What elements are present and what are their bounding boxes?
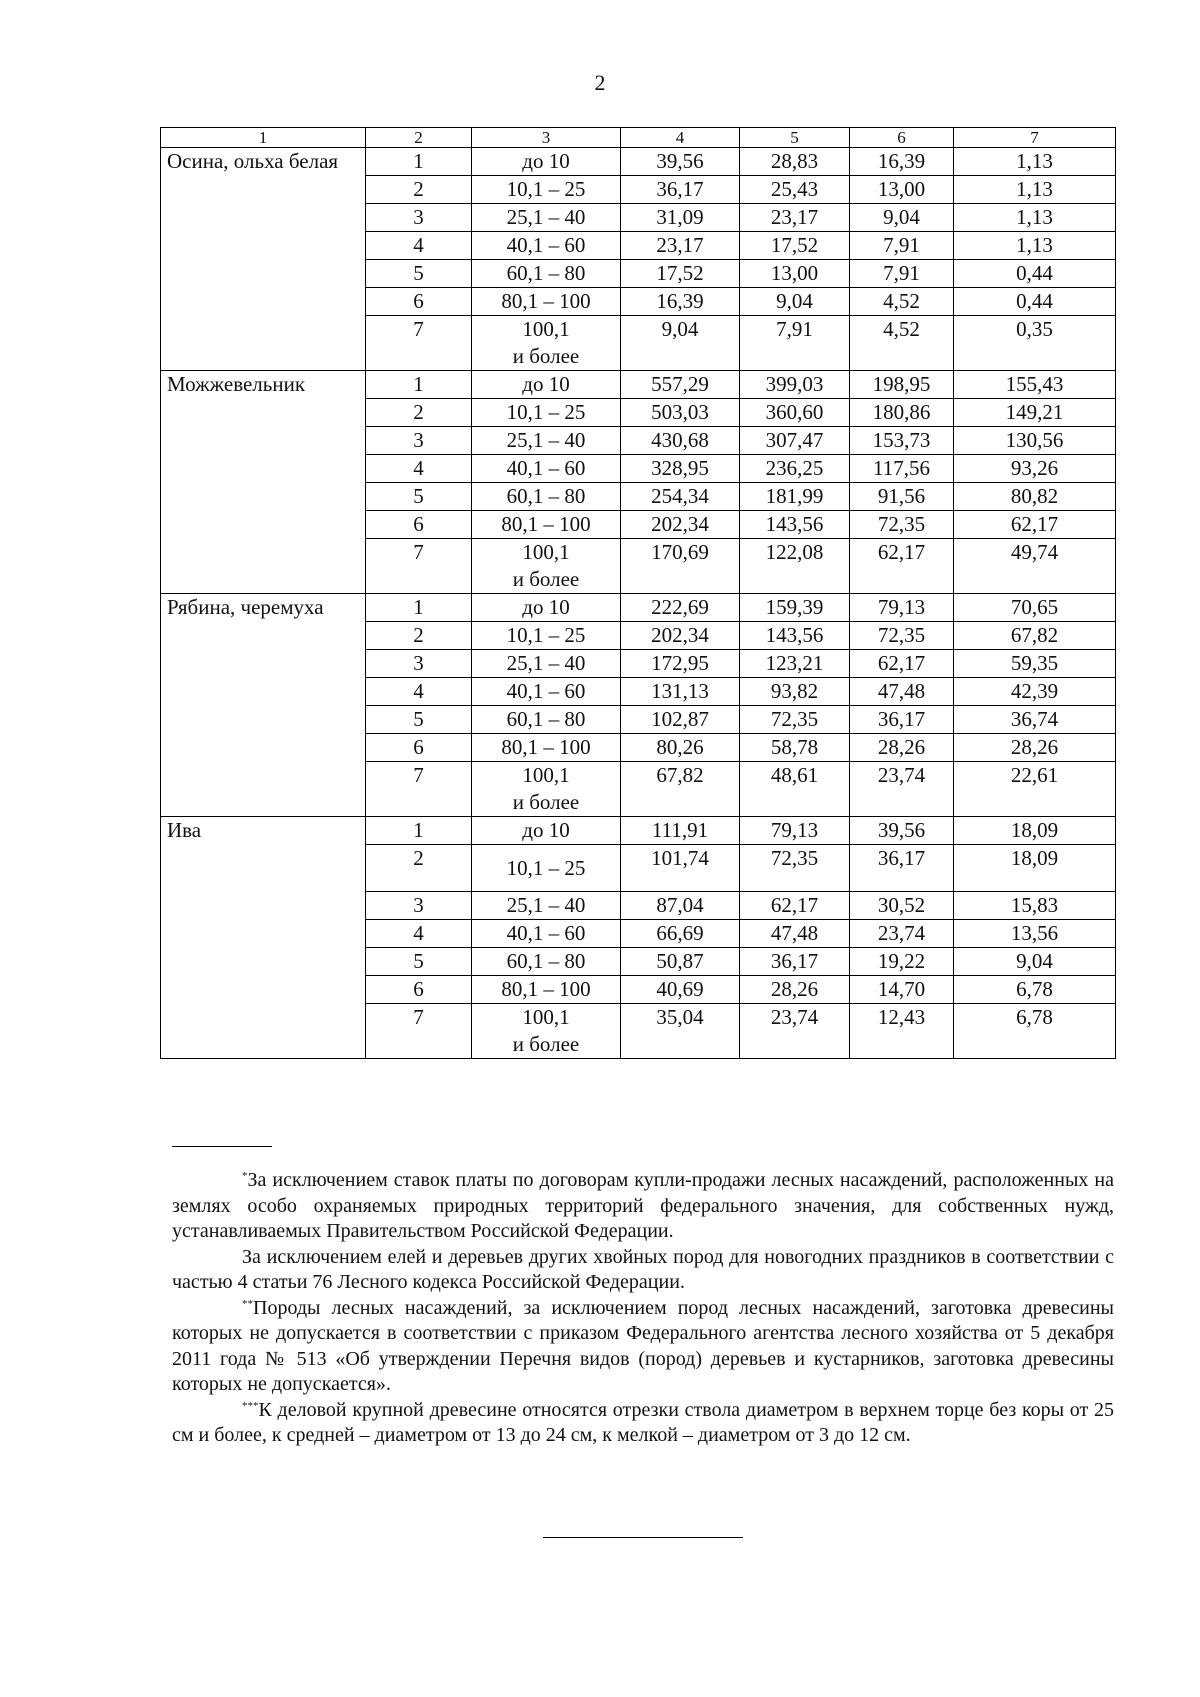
- rate-cell: 79,13: [850, 594, 954, 622]
- rate-cell: 1,13: [954, 204, 1116, 232]
- rate-cell: 80,82: [954, 483, 1116, 511]
- rate-cell: 143,56: [740, 622, 850, 650]
- rate-cell: 67,82: [621, 762, 740, 817]
- rate-cell: 172,95: [621, 650, 740, 678]
- diameter-value: 100,1: [522, 317, 570, 341]
- rate-cell: 328,95: [621, 455, 740, 483]
- diameter-cell: 40,1 – 60: [472, 232, 621, 260]
- footnote: [172, 1398, 1114, 1449]
- rate-cell: 155,43: [954, 371, 1116, 399]
- rate-cell: 28,83: [740, 148, 850, 176]
- rate-cell: 28,26: [740, 976, 850, 1004]
- grade-cell: 7: [366, 762, 472, 817]
- diameter-cell: 60,1 – 80: [472, 260, 621, 288]
- rate-cell: 23,74: [850, 762, 954, 817]
- column-header: 5: [740, 128, 850, 148]
- rate-cell: 79,13: [740, 817, 850, 845]
- rate-cell: 202,34: [621, 622, 740, 650]
- diameter-cell: 40,1 – 60: [472, 920, 621, 948]
- column-header: 1: [161, 128, 366, 148]
- grade-cell: 3: [366, 204, 472, 232]
- grade-cell: 4: [366, 232, 472, 260]
- rate-cell: 66,69: [621, 920, 740, 948]
- rate-cell: 7,91: [850, 260, 954, 288]
- species-cell: Ива: [161, 817, 366, 1059]
- rate-cell: 42,39: [954, 678, 1116, 706]
- rate-cell: 31,09: [621, 204, 740, 232]
- diameter-cell: [472, 1004, 621, 1059]
- table-body: [161, 148, 1116, 1059]
- rate-cell: 0,35: [954, 316, 1116, 371]
- rate-cell: 202,34: [621, 511, 740, 539]
- rate-cell: 67,82: [954, 622, 1116, 650]
- rate-cell: 399,03: [740, 371, 850, 399]
- rate-cell: 17,52: [621, 260, 740, 288]
- rate-cell: 6,78: [954, 1004, 1116, 1059]
- diameter-value: 100,1: [522, 763, 570, 787]
- diameter-cell: [472, 316, 621, 371]
- grade-cell: 5: [366, 948, 472, 976]
- diameter-cell: 10,1 – 25: [472, 176, 621, 204]
- table-row: [161, 148, 1116, 176]
- rate-cell: 16,39: [621, 288, 740, 316]
- diameter-suffix: и более: [512, 567, 580, 591]
- end-separator: [543, 1537, 743, 1538]
- diameter-cell: до 10: [472, 371, 621, 399]
- diameter-cell: 80,1 – 100: [472, 734, 621, 762]
- rate-cell: 72,35: [850, 511, 954, 539]
- rate-cell: 28,26: [850, 734, 954, 762]
- footnote-marker: ***: [242, 1399, 259, 1412]
- diameter-cell: 40,1 – 60: [472, 455, 621, 483]
- column-header: 7: [954, 128, 1116, 148]
- grade-cell: 1: [366, 817, 472, 845]
- rate-cell: 4,52: [850, 288, 954, 316]
- rate-cell: 59,35: [954, 650, 1116, 678]
- rate-cell: 80,26: [621, 734, 740, 762]
- diameter-suffix: и более: [512, 1032, 580, 1056]
- rate-cell: 6,78: [954, 976, 1116, 1004]
- grade-cell: 7: [366, 1004, 472, 1059]
- grade-cell: 3: [366, 427, 472, 455]
- table-row: [161, 594, 1116, 622]
- rate-cell: 19,22: [850, 948, 954, 976]
- grade-cell: 7: [366, 539, 472, 594]
- diameter-cell: 10,1 – 25: [472, 845, 621, 892]
- footnote-text: За исключением ставок платы по договорам купли-продажи лесных насаждений, расположенных на землях особо охраняемых природных территорий федерального значения, для собственных нужд, устанавливаемых Правительством Российской Федерации.: [172, 1169, 1114, 1242]
- rate-cell: 30,52: [850, 892, 954, 920]
- rate-cell: 9,04: [740, 288, 850, 316]
- column-header: 4: [621, 128, 740, 148]
- grade-cell: 1: [366, 371, 472, 399]
- rate-cell: 47,48: [740, 920, 850, 948]
- diameter-cell: 25,1 – 40: [472, 204, 621, 232]
- rate-cell: 102,87: [621, 706, 740, 734]
- rate-cell: 153,73: [850, 427, 954, 455]
- rate-cell: 17,52: [740, 232, 850, 260]
- footnote-text: Породы лесных насаждений, за исключением пород лесных насаждений, заготовка древесины которых не допускается в соответствии с приказом Федерального агентства лесного хозяйства от 5 декабря 2011 года № 513 «Об утверждении Перечня видов (пород) деревьев и кустарников, заготовка древесины которых не допускается».: [172, 1296, 1114, 1395]
- diameter-cell: до 10: [472, 148, 621, 176]
- rate-cell: 47,48: [850, 678, 954, 706]
- rate-cell: 1,13: [954, 148, 1116, 176]
- column-header: 3: [472, 128, 621, 148]
- rate-cell: 159,39: [740, 594, 850, 622]
- diameter-cell: 10,1 – 25: [472, 399, 621, 427]
- grade-cell: 1: [366, 594, 472, 622]
- rate-cell: 23,74: [740, 1004, 850, 1059]
- rate-cell: 4,52: [850, 316, 954, 371]
- grade-cell: 2: [366, 176, 472, 204]
- grade-cell: 2: [366, 622, 472, 650]
- rate-cell: 25,43: [740, 176, 850, 204]
- rate-cell: 170,69: [621, 539, 740, 594]
- rate-cell: 36,17: [850, 845, 954, 892]
- species-cell: Осина, ольха белая: [161, 148, 366, 371]
- diameter-cell: [472, 762, 621, 817]
- rate-cell: 9,04: [621, 316, 740, 371]
- rate-cell: 101,74: [621, 845, 740, 892]
- diameter-cell: 80,1 – 100: [472, 511, 621, 539]
- rates-table: [160, 127, 1116, 1059]
- grade-cell: 2: [366, 845, 472, 892]
- grade-cell: 3: [366, 650, 472, 678]
- grade-cell: 4: [366, 455, 472, 483]
- footnotes: [172, 1168, 1114, 1449]
- rate-cell: 9,04: [850, 204, 954, 232]
- grade-cell: 6: [366, 734, 472, 762]
- diameter-cell: до 10: [472, 594, 621, 622]
- rate-cell: 23,74: [850, 920, 954, 948]
- grade-cell: 2: [366, 399, 472, 427]
- rate-cell: 62,17: [850, 650, 954, 678]
- table-row: [161, 817, 1116, 845]
- footnote: [172, 1296, 1114, 1398]
- rate-cell: 14,70: [850, 976, 954, 1004]
- rate-cell: 13,00: [740, 260, 850, 288]
- rate-cell: 198,95: [850, 371, 954, 399]
- diameter-suffix: и более: [512, 790, 580, 814]
- rate-cell: 149,21: [954, 399, 1116, 427]
- rate-cell: 28,26: [954, 734, 1116, 762]
- rate-cell: 93,82: [740, 678, 850, 706]
- grade-cell: 4: [366, 678, 472, 706]
- rate-cell: 70,65: [954, 594, 1116, 622]
- rate-cell: 22,61: [954, 762, 1116, 817]
- footnote: [172, 1245, 1114, 1296]
- rate-cell: 557,29: [621, 371, 740, 399]
- grade-cell: 6: [366, 511, 472, 539]
- grade-cell: 5: [366, 260, 472, 288]
- rate-cell: 93,26: [954, 455, 1116, 483]
- grade-cell: 3: [366, 892, 472, 920]
- rate-cell: 7,91: [850, 232, 954, 260]
- footnote-text: За исключением елей и деревьев других хвойных пород для новогодних праздников в соответствии с частью 4 статьи 76 Лесного кодекса Российской Федерации.: [172, 1245, 1114, 1293]
- grade-cell: 1: [366, 148, 472, 176]
- rate-cell: 254,34: [621, 483, 740, 511]
- diameter-cell: [472, 539, 621, 594]
- rate-cell: 0,44: [954, 288, 1116, 316]
- grade-cell: 5: [366, 706, 472, 734]
- species-cell: Рябина, черемуха: [161, 594, 366, 817]
- grade-cell: 7: [366, 316, 472, 371]
- rate-cell: 36,17: [850, 706, 954, 734]
- rate-cell: 23,17: [740, 204, 850, 232]
- grade-cell: 6: [366, 288, 472, 316]
- header-row: [161, 128, 1116, 148]
- table-row: [161, 371, 1116, 399]
- rate-cell: 62,17: [740, 892, 850, 920]
- rate-cell: 36,74: [954, 706, 1116, 734]
- diameter-cell: 25,1 – 40: [472, 650, 621, 678]
- diameter-cell: 10,1 – 25: [472, 622, 621, 650]
- rate-cell: 1,13: [954, 176, 1116, 204]
- rate-cell: 117,56: [850, 455, 954, 483]
- rate-cell: 62,17: [954, 511, 1116, 539]
- diameter-cell: 25,1 – 40: [472, 892, 621, 920]
- diameter-cell: 60,1 – 80: [472, 483, 621, 511]
- grade-cell: 6: [366, 976, 472, 1004]
- diameter-cell: 80,1 – 100: [472, 288, 621, 316]
- rate-cell: 13,56: [954, 920, 1116, 948]
- rate-cell: 49,74: [954, 539, 1116, 594]
- rate-cell: 40,69: [621, 976, 740, 1004]
- rate-cell: 7,91: [740, 316, 850, 371]
- diameter-cell: до 10: [472, 817, 621, 845]
- rate-cell: 307,47: [740, 427, 850, 455]
- rate-cell: 13,00: [850, 176, 954, 204]
- footnote-marker: *: [242, 1170, 248, 1182]
- footnote-text: К деловой крупной древесине относятся отрезки ствола диаметром в верхнем торце без коры от 25 см и более, к средней – диаметром от 13 до 24 см, к мелкой – диаметром от 3 до 12 см.: [172, 1398, 1114, 1446]
- rate-cell: 48,61: [740, 762, 850, 817]
- rate-cell: 15,83: [954, 892, 1116, 920]
- rate-cell: 91,56: [850, 483, 954, 511]
- rate-cell: 12,43: [850, 1004, 954, 1059]
- diameter-cell: 40,1 – 60: [472, 678, 621, 706]
- rate-cell: 62,17: [850, 539, 954, 594]
- rate-cell: 39,56: [850, 817, 954, 845]
- rate-cell: 36,17: [740, 948, 850, 976]
- rate-cell: 23,17: [621, 232, 740, 260]
- rate-cell: 236,25: [740, 455, 850, 483]
- column-header: 6: [850, 128, 954, 148]
- diameter-suffix: и более: [512, 344, 580, 368]
- rate-cell: 222,69: [621, 594, 740, 622]
- diameter-value: 100,1: [522, 1005, 570, 1029]
- column-header: 2: [366, 128, 472, 148]
- species-cell: Можжевельник: [161, 371, 366, 594]
- footnote-separator: [172, 1146, 272, 1147]
- page-number: 2: [594, 70, 606, 95]
- rate-cell: 131,13: [621, 678, 740, 706]
- rate-cell: 87,04: [621, 892, 740, 920]
- rate-cell: 180,86: [850, 399, 954, 427]
- rate-cell: 18,09: [954, 817, 1116, 845]
- rate-cell: 122,08: [740, 539, 850, 594]
- rate-cell: 111,91: [621, 817, 740, 845]
- rate-cell: 123,21: [740, 650, 850, 678]
- footnote-marker: **: [242, 1297, 253, 1310]
- rate-cell: 0,44: [954, 260, 1116, 288]
- rate-cell: 36,17: [621, 176, 740, 204]
- diameter-cell: 80,1 – 100: [472, 976, 621, 1004]
- rate-cell: 430,68: [621, 427, 740, 455]
- rate-cell: 18,09: [954, 845, 1116, 892]
- rate-cell: 39,56: [621, 148, 740, 176]
- diameter-cell: 60,1 – 80: [472, 706, 621, 734]
- footnote: [172, 1168, 1114, 1245]
- rate-cell: 35,04: [621, 1004, 740, 1059]
- rate-cell: 72,35: [740, 706, 850, 734]
- rate-cell: 1,13: [954, 232, 1116, 260]
- rate-cell: 503,03: [621, 399, 740, 427]
- rate-cell: 130,56: [954, 427, 1116, 455]
- diameter-cell: 25,1 – 40: [472, 427, 621, 455]
- rate-cell: 9,04: [954, 948, 1116, 976]
- rate-cell: 58,78: [740, 734, 850, 762]
- rate-cell: 72,35: [850, 622, 954, 650]
- rate-cell: 50,87: [621, 948, 740, 976]
- grade-cell: 5: [366, 483, 472, 511]
- diameter-value: 100,1: [522, 540, 570, 564]
- rate-cell: 16,39: [850, 148, 954, 176]
- rate-cell: 72,35: [740, 845, 850, 892]
- rate-cell: 181,99: [740, 483, 850, 511]
- rate-cell: 143,56: [740, 511, 850, 539]
- diameter-cell: 60,1 – 80: [472, 948, 621, 976]
- grade-cell: 4: [366, 920, 472, 948]
- rate-cell: 360,60: [740, 399, 850, 427]
